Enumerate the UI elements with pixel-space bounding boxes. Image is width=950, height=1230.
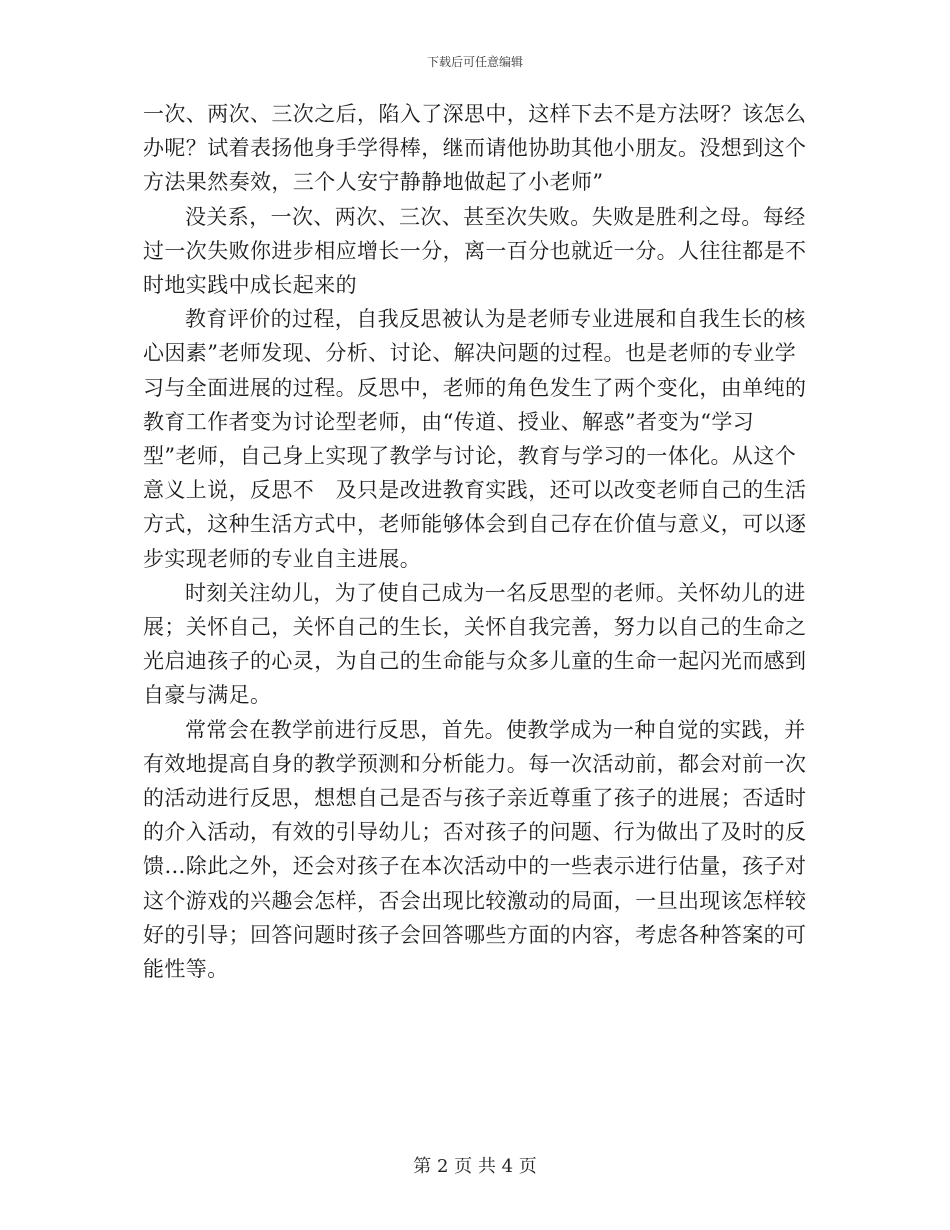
document-body: [143, 97, 807, 986]
paragraph-1: 一次、两次、三次之后，陷入了深思中，这样下去不是方法呀？该怎么办呢？试着表扬他身手学得棒，继而请他协助其他小朋友。没想到这个方法果然奏效，三个人安宁静静地做起了小老师”: [143, 102, 807, 195]
page-header: 下载后可任意编辑: [426, 55, 523, 69]
page-number-footer: 第 2 页 共 4 页: [413, 1156, 537, 1177]
paragraph-3: 教育评价的过程，自我反思被认为是老师专业进展和自我生长的核心因素”老师发现、分析、讨论、解决问题的过程。也是老师的专业学习与全面进展的过程。反思中，老师的角色发生了两个变化，由单纯的教育工作者变为讨论型老师，由“传道、授业、解惑”者变为“学习型”老师，自己身上实现了教学与讨论，教育与学习的一体化。从这个意义上说，反思不 及只是改进教育实践，还可以改变老师自己的生活方式，这种生活方式中，老师能够体会到自己存在价值与意义，可以逐步实现老师的专业自主进展。: [143, 307, 807, 571]
paragraph-4: 时刻关注幼儿，为了使自己成为一名反思型的老师。关怀幼儿的进展；关怀自己，关怀自己的生长，关怀自我完善，努力以自己的生命之光启迪孩子的心灵，为自己的生命能与众多儿童的生命一起闪光而感到自豪与满足。: [143, 580, 807, 708]
paragraph-5: 常常会在教学前进行反思，首先。使教学成为一种自觉的实践，并有效地提高自身的教学预测和分析能力。每一次活动前，都会对前一次的活动进行反思，想想自己是否与孩子亲近尊重了孩子的进展；否适时的介入活动，有效的引导幼儿；否对孩子的问题、行为做出了及时的反馈…除此之外，还会对孩子在本次活动中的一些表示进行估量，孩子对这个游戏的兴趣会怎样，否会出现比较激动的局面，一旦出现该怎样较好的引导；回答问题时孩子会回答哪些方面的内容，考虑各种答案的可能性等。: [143, 717, 807, 982]
paragraph-2: 没关系，一次、两次、三次、甚至次失败。失败是胜利之母。每经过一次失败你进步相应增长一分，离一百分也就近一分。人往往都是不时地实践中成长起来的: [143, 204, 807, 298]
